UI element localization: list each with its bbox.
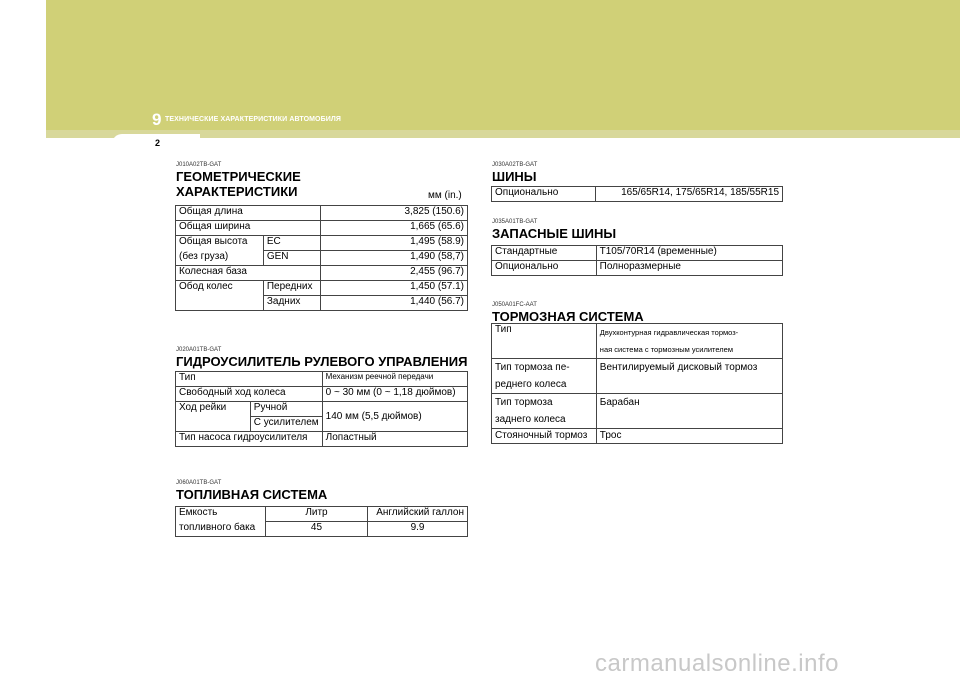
parking-brake-label: Стояночный тормоз [492, 429, 597, 444]
geometry-title [176, 169, 301, 199]
brakes-table [491, 323, 783, 444]
steering-type-value: Механизм реечной передачи [322, 372, 467, 387]
front-brake-label-2: реднего колеса [495, 379, 567, 390]
height-gen-label: GEN [263, 251, 320, 266]
steering-type-label: Тип [176, 372, 323, 387]
rear-brake-label-1: Тип тормоза [495, 397, 553, 408]
track-front-value: 1,450 (57.1) [320, 281, 467, 296]
height-label-2: (без груза) [176, 251, 264, 266]
geometry-title-line1: ГЕОМЕТРИЧЕСКИЕ [176, 169, 301, 184]
width-value: 1,665 (65.6) [320, 221, 467, 236]
spare-title: ЗАПАСНЫЕ ШИНЫ [492, 226, 617, 241]
liter-header: Литр [265, 507, 367, 522]
rack-value: 140 мм (5,5 дюймов) [322, 402, 467, 432]
table-row [492, 261, 783, 276]
rear-brake-label-2: заднего колеса [495, 414, 566, 425]
chapter-title: ТЕХНИЧЕСКИЕ ХАРАКТЕРИСТИКИ АВТОМОБИЛЯ [165, 116, 341, 123]
steering-title: ГИДРОУСИЛИТЕЛЬ РУЛЕВОГО УПРАВЛЕНИЯ [176, 354, 468, 369]
track-rear-value: 1,440 (56.7) [320, 296, 467, 311]
fuel-code: J060A01TB-GAT [176, 480, 222, 486]
capacity-label-2: топливного бака [176, 522, 266, 537]
table-row [176, 266, 468, 281]
table-row [176, 221, 468, 236]
freeplay-label: Свободный ход колеса [176, 387, 323, 402]
brakes-title: ТОРМОЗНАЯ СИСТЕМА [492, 309, 644, 324]
width-label: Общая ширина [176, 221, 321, 236]
brakes-code: J050A01FC-AAT [492, 302, 537, 308]
rack-label: Ход рейки [176, 402, 251, 417]
tires-optional-value: 165/65R14, 175/65R14, 185/55R15 [596, 187, 783, 202]
height-label-1: Общая высота [176, 236, 264, 251]
liter-value: 45 [265, 522, 367, 537]
front-brake-label-1: Тип тормоза пе- [495, 362, 570, 373]
rack-power-label: С усилителем [250, 417, 322, 432]
front-brake-value: Вентилируемый дисковый тормоз [596, 359, 782, 394]
table-row [492, 324, 783, 359]
table-row [176, 432, 468, 447]
steering-table [175, 371, 468, 447]
steering-code: J020A01TB-GAT [176, 347, 222, 353]
tires-optional-label: Опционально [492, 187, 596, 202]
table-row [492, 429, 783, 444]
table-row [176, 296, 468, 311]
gallon-header: Английский галлон [368, 507, 468, 522]
capacity-label-1: Емкость [176, 507, 266, 522]
length-label: Общая длина [176, 206, 321, 221]
fuel-title: ТОПЛИВНАЯ СИСТЕМА [176, 487, 328, 502]
height-ec-value: 1,495 (58.9) [320, 236, 467, 251]
tires-title: ШИНЫ [492, 169, 537, 184]
spare-table [491, 245, 783, 276]
spare-optional-label: Опционально [492, 261, 597, 276]
gallon-value: 9.9 [368, 522, 468, 537]
header-band [46, 0, 960, 130]
table-row [176, 236, 468, 251]
wheelbase-label: Колесная база [176, 266, 321, 281]
table-row [176, 402, 468, 417]
geometry-unit: мм (in.) [428, 190, 462, 201]
table-row [176, 372, 468, 387]
rear-brake-label [492, 394, 597, 429]
table-row [176, 387, 468, 402]
spare-standard-label: Стандартные [492, 246, 597, 261]
freeplay-value: 0 ~ 30 мм (0 ~ 1,18 дюймов) [322, 387, 467, 402]
brake-type-value [596, 324, 782, 359]
track-rear-label: Задних [263, 296, 320, 311]
fuel-table [175, 506, 468, 537]
brake-type-value-1: Двухконтурная гидравлическая тормоз- [599, 328, 739, 337]
track-label-blank [176, 296, 264, 311]
track-front-label: Передних [263, 281, 320, 296]
pump-label: Тип насоса гидроусилителя [176, 432, 323, 447]
table-row [492, 359, 783, 394]
height-gen-value: 1,490 (58,7) [320, 251, 467, 266]
spare-standard-value: T105/70R14 (временные) [596, 246, 782, 261]
length-value: 3,825 (150.6) [320, 206, 467, 221]
rack-label-blank [176, 417, 251, 432]
height-ec-label: EC [263, 236, 320, 251]
tires-code: J030A02TB-GAT [492, 162, 538, 168]
brake-type-label: Тип [492, 324, 597, 359]
watermark: carmanualsonline.info [595, 650, 839, 677]
table-row [492, 394, 783, 429]
wheelbase-value: 2,455 (96.7) [320, 266, 467, 281]
table-row [176, 522, 468, 537]
table-row [176, 206, 468, 221]
rack-manual-label: Ручной [250, 402, 322, 417]
spare-code: J035A01TB-GAT [492, 219, 538, 225]
geometry-code: J010A02TB-GAT [176, 162, 222, 168]
parking-brake-value: Трос [596, 429, 782, 444]
front-brake-label [492, 359, 597, 394]
pump-value: Лопастный [322, 432, 467, 447]
table-row [492, 187, 783, 202]
table-row [176, 507, 468, 522]
table-row [176, 251, 468, 266]
track-label: Обод колес [176, 281, 264, 296]
spare-optional-value: Полноразмерные [596, 261, 782, 276]
geometry-table [175, 205, 468, 311]
table-row [176, 281, 468, 296]
page-number: 2 [155, 138, 161, 148]
brake-type-value-2: ная система с тормозным усилителем [599, 345, 734, 354]
rear-brake-value: Барабан [596, 394, 782, 429]
table-row [492, 246, 783, 261]
chapter-number: 9 [152, 110, 162, 129]
tires-table [491, 186, 783, 202]
geometry-title-line2: ХАРАКТЕРИСТИКИ [176, 184, 298, 199]
